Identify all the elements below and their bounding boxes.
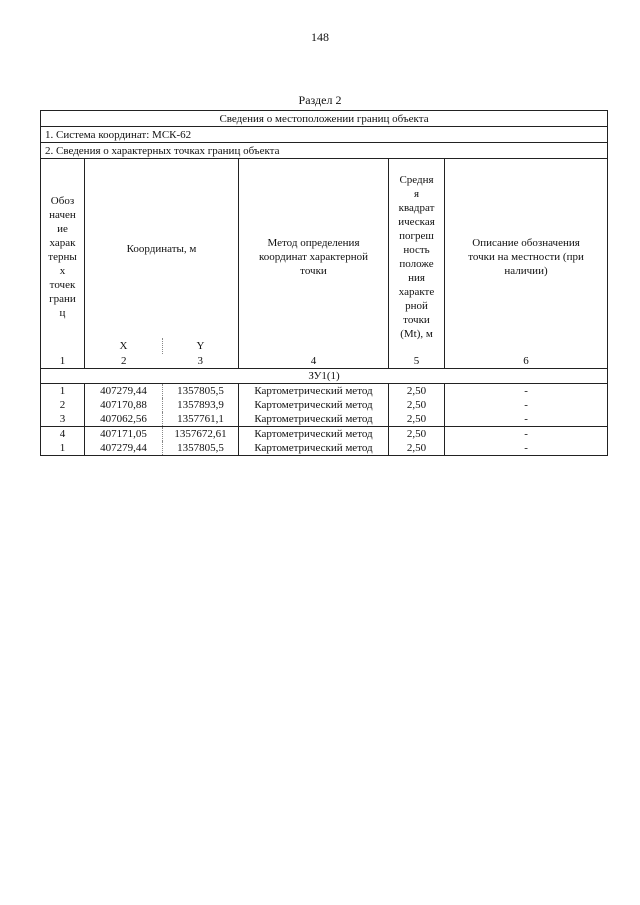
header-line: я — [413, 187, 420, 200]
point-id: 3 — [41, 412, 85, 427]
col-number: 4 — [239, 354, 389, 369]
coord-y: 1357805,5 — [163, 384, 239, 399]
header-mean-error — [389, 159, 445, 355]
header-line: характе — [398, 285, 435, 298]
mean-error: 2,50 — [389, 384, 445, 399]
header-line: ц — [59, 306, 66, 319]
header-method — [239, 159, 389, 355]
header-line: ния — [408, 271, 425, 284]
mean-error: 2,50 — [389, 427, 445, 442]
col-number: 1 — [41, 354, 85, 369]
table-row — [41, 412, 608, 427]
point-id: 1 — [41, 384, 85, 399]
coord-system-row: 1. Система координат: МСК-62 — [41, 127, 608, 143]
header-line: ическая — [398, 215, 435, 228]
col-number: 3 — [163, 354, 239, 369]
header-line: ие — [57, 222, 68, 235]
table-row — [41, 427, 608, 442]
header-line: Средня — [399, 173, 434, 186]
point-id: 1 — [41, 441, 85, 456]
method: Картометрический метод — [239, 384, 389, 399]
points-title-row: 2. Сведения о характерных точках границ объекта — [41, 143, 608, 159]
method: Картометрический метод — [239, 412, 389, 427]
header-x: X — [85, 338, 163, 354]
header-line: (Mt), м — [400, 327, 433, 340]
header-line: Метод определения — [267, 236, 360, 249]
coord-x: 407279,44 — [85, 384, 163, 399]
coord-x: 407171,05 — [85, 427, 163, 442]
header-line: терны — [48, 250, 77, 263]
header-line: квадрат — [398, 201, 435, 214]
coord-y: 1357893,9 — [163, 398, 239, 412]
header-line: положе — [399, 257, 434, 270]
header-description — [445, 159, 608, 355]
description: - — [524, 413, 528, 425]
method: Картометрический метод — [239, 398, 389, 412]
header-line: наличии) — [504, 264, 548, 277]
mean-error: 2,50 — [389, 412, 445, 427]
header-line: рной — [405, 299, 428, 312]
description: - — [445, 427, 608, 442]
coord-x: 407170,88 — [85, 398, 163, 412]
table-row — [41, 398, 608, 412]
col-number: 2 — [121, 355, 127, 367]
header-coordinates: Координаты, м — [85, 159, 239, 339]
description: - — [445, 384, 608, 399]
boundary-points-table — [40, 110, 608, 456]
point-id: 2 — [41, 398, 85, 412]
description: - — [524, 399, 528, 411]
description: - — [524, 442, 528, 454]
table-row — [41, 384, 608, 399]
header-line: грани — [49, 292, 76, 305]
header-line: х — [59, 264, 66, 277]
page-number: 148 — [311, 30, 329, 44]
header-line: начен — [49, 208, 76, 221]
group-label: ЗУ1(1) — [41, 369, 608, 384]
col-number: 6 — [523, 355, 529, 367]
header-line: Обоз — [50, 194, 75, 207]
header-line: точки — [403, 313, 430, 326]
mean-error: 2,50 — [389, 441, 445, 456]
table-row — [41, 441, 608, 456]
table-title: Сведения о местоположении границ объекта — [219, 112, 429, 125]
header-y: Y — [163, 338, 239, 354]
coord-y: 1357672,61 — [163, 427, 239, 442]
mean-error: 2,50 — [389, 398, 445, 412]
coord-x: 407279,44 — [85, 441, 163, 456]
header-line: погреш — [399, 229, 434, 242]
point-id: 4 — [41, 427, 85, 442]
header-line: ность — [403, 243, 430, 256]
coord-y: 1357805,5 — [163, 441, 239, 456]
header-line: координат характерной — [259, 250, 368, 263]
header-line: точки — [300, 264, 327, 277]
coord-x: 407062,56 — [85, 412, 163, 427]
header-line: точки на местности (при — [468, 250, 584, 263]
section-title: Раздел 2 — [298, 93, 342, 107]
header-line: харак — [49, 236, 76, 249]
method: Картометрический метод — [239, 441, 389, 456]
header-point-designation — [41, 159, 85, 355]
col-number: 5 — [389, 354, 445, 369]
header-line: Описание обозначения — [472, 236, 580, 249]
header-line: точек — [49, 278, 76, 291]
coord-y: 1357761,1 — [163, 412, 239, 427]
method: Картометрический метод — [239, 427, 389, 442]
